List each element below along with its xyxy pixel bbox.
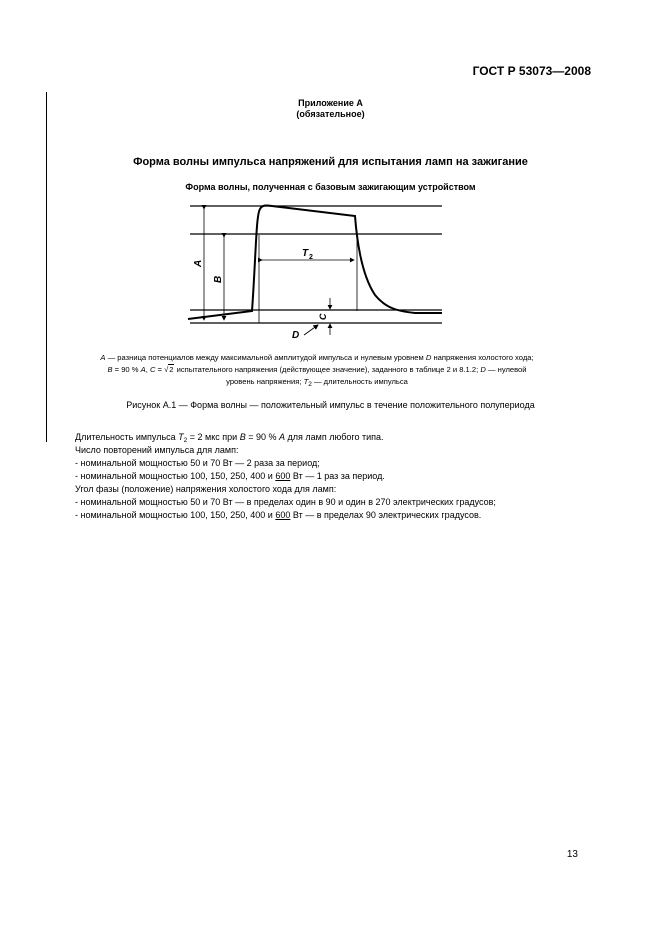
label-c: C [318, 313, 328, 320]
label-t: T [302, 248, 309, 259]
body-l1-bsym: B [239, 432, 246, 442]
section-title: Форма волны импульса напряжений для испытания ламп на зажигание [133, 156, 528, 168]
body-l1-t: T [178, 432, 184, 442]
body-l1-a: Длительность импульса [75, 432, 179, 442]
body-l1-b: = 2 мкс при [187, 432, 240, 442]
body-l7-b: Вт — в пределах 90 электрических градусов. [290, 510, 482, 520]
body-line-5: Угол фазы (положение) напряжения холостого хода для ламп: [75, 484, 337, 494]
figure-caption: Рисунок А.1 — Форма волны — положительный импульс в течение положительного полупериода [126, 400, 535, 410]
legend-c-eq: = [155, 365, 165, 374]
label-b: B [213, 275, 224, 283]
d-pointer [304, 325, 318, 335]
annex-status: (обязательное) [296, 109, 365, 119]
legend-c-symbol: C [149, 365, 156, 374]
figure-subtitle: Форма волны, полученная с базовым зажигающим устройством [185, 182, 476, 192]
legend-b-text: = 90 % [112, 365, 141, 374]
body-l4-b: Вт — 1 раз за период. [290, 471, 385, 481]
legend-line-1 [58, 352, 576, 364]
legend-t-sub: 2 [308, 381, 312, 388]
legend-t-text: — длительность импульса [311, 377, 408, 386]
document-id: ГОСТ Р 53073—2008 [472, 64, 591, 78]
body-line-6: - номинальной мощностью 50 и 70 Вт — в пределах один в 90 и один в 270 электрических градусов; [75, 497, 496, 507]
legend-line-2: B = 90 % A, C = √2 испытательного напряжения (действующее значение), заданного в таблице 2 и 8.1.2; D — нулевой [107, 365, 527, 374]
label-d: D [292, 330, 300, 341]
body-line-7 [75, 509, 481, 522]
waveform-curve [188, 205, 442, 319]
body-l1-d: для ламп любого типа. [285, 432, 384, 442]
legend-d-text: — нулевой [485, 365, 527, 374]
legend-b-ref: A [140, 365, 146, 374]
legend-a-symbol: A [100, 353, 106, 362]
change-bar [46, 92, 47, 442]
body-l7-a: - номинальной мощностью 100, 150, 250, 400 и [75, 510, 276, 520]
body-l4-a: - номинальной мощностью 100, 150, 250, 400 и [75, 471, 276, 481]
legend-a-text2: напряжения холостого хода; [431, 353, 534, 362]
legend-c-text: испытательного напряжения (действующее значение), заданного в таблице 2 и 8.1.2; [174, 365, 481, 374]
legend-line3-text: уровень напряжения; [226, 377, 304, 386]
body-l1-c: = 90 % [245, 432, 279, 442]
body-l1-asym: A [279, 432, 286, 442]
body-l1-tsub: 2 [183, 437, 188, 444]
body-line-2: Число повторений импульса для ламп: [75, 445, 239, 455]
body-line-4 [75, 470, 385, 483]
legend-a-text: — разница потенциалов между максимальной амплитудой импульса и нулевым уровнем [105, 353, 426, 362]
body-l4-underlined: 600 [275, 471, 291, 481]
legend-d-symbol-2: D [480, 365, 486, 374]
label-a: A [193, 259, 204, 267]
body-line-3: - номинальной мощностью 50 и 70 Вт — 2 раза за период; [75, 458, 320, 468]
sqrt-value: 2 [169, 365, 174, 374]
legend-line-3 [58, 376, 576, 391]
legend-t-symbol: T [303, 377, 309, 386]
page-number: 13 [566, 849, 578, 860]
legend-d-symbol: D [425, 353, 432, 362]
waveform-figure [180, 195, 450, 345]
annex-title: Приложение А [298, 98, 363, 108]
legend-b-symbol: B [107, 365, 113, 374]
sqrt-sign: √ [164, 365, 169, 374]
body-l7-underlined: 600 [275, 510, 291, 520]
label-t-sub: 2 [309, 254, 313, 261]
